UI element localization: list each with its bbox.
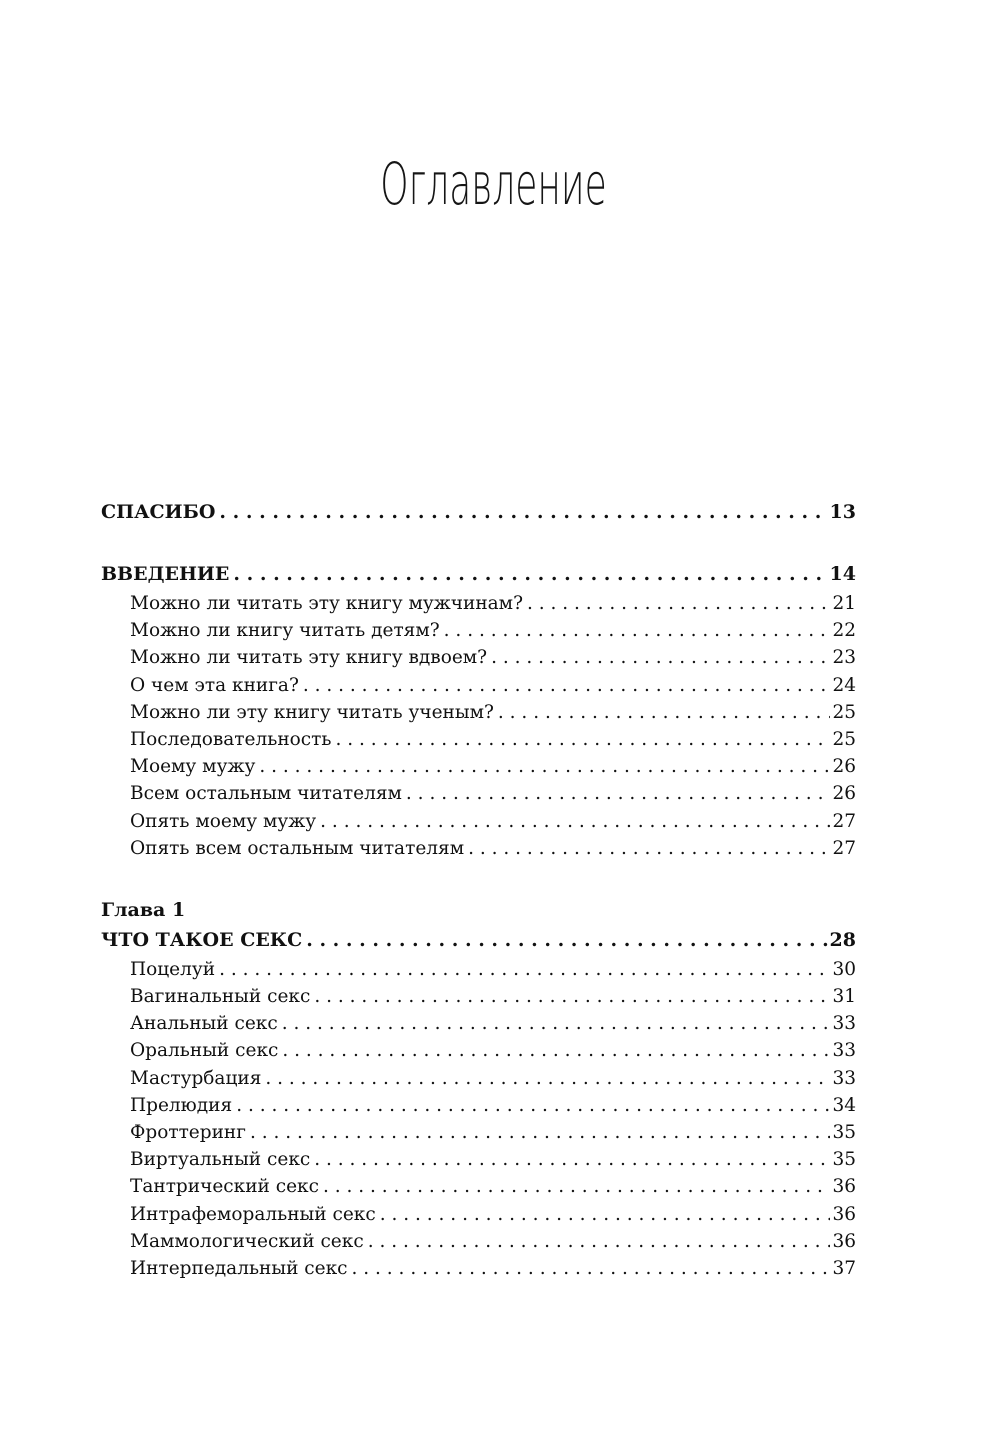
toc-subentry-label: Можно ли читать эту книгу вдвоем? (130, 644, 491, 671)
toc-subentry-page: 26 (832, 756, 856, 778)
toc-subentry-page: 36 (832, 1176, 856, 1198)
toc-subentry[interactable] (101, 1201, 856, 1228)
intro-subentries (101, 590, 856, 862)
toc-subentry[interactable] (101, 590, 856, 617)
toc-subentry-page: 25 (832, 728, 856, 750)
toc-subentry-label: Виртуальный секс (130, 1146, 314, 1173)
leader-dots (527, 590, 830, 617)
leader-dots (236, 1092, 830, 1119)
toc-subentry-label: Маммологический секс (130, 1228, 368, 1255)
leader-dots (314, 1146, 830, 1173)
toc-subentry-page: 21 (832, 593, 856, 614)
toc-subentry-label: О чем эта книга? (130, 672, 303, 699)
toc-subentry-label: Можно ли эту книгу читать ученым? (130, 699, 498, 726)
toc-subentry-label: Мастурбация (130, 1065, 265, 1092)
toc-subentry[interactable] (101, 1010, 856, 1037)
toc-subentry[interactable] (101, 617, 856, 644)
toc-entry-label: ВВЕДЕНИЕ (101, 558, 233, 590)
toc-subentry-label: Опять всем остальным читателям (130, 835, 468, 862)
toc-subentry-label: Интрафеморальный секс (130, 1201, 380, 1228)
toc-subentry[interactable] (101, 1065, 856, 1092)
toc-subentry[interactable] (101, 1037, 856, 1064)
toc-subentry-page: 30 (832, 958, 856, 980)
toc-subentry-label: Опять моему мужу (130, 808, 320, 835)
leader-dots (282, 1037, 830, 1064)
toc-subentry-page: 31 (832, 986, 856, 1008)
toc-subentry[interactable] (101, 699, 856, 726)
toc-subentry-page: 36 (832, 1230, 856, 1252)
toc-subentry[interactable] (101, 1228, 856, 1255)
chapter-1-subentries (101, 956, 856, 1282)
toc-subentry-page: 22 (832, 620, 856, 642)
toc-subentry[interactable] (101, 1173, 856, 1200)
toc-subentry-label: Поцелуй (130, 956, 219, 983)
toc-subentry[interactable] (101, 1255, 856, 1282)
toc-subentry-label: Можно ли книгу читать детям? (130, 617, 444, 644)
toc-subentry-label: Можно ли читать эту книгу мужчинам? (130, 590, 527, 617)
leader-dots (219, 956, 830, 983)
leader-dots (265, 1065, 830, 1092)
toc-subentry[interactable] (101, 1092, 856, 1119)
toc-subentry-label: Оральный секс (130, 1037, 282, 1064)
toc-subentry-label: Вагинальный секс (130, 983, 314, 1010)
leader-dots (323, 1173, 830, 1200)
toc-subentry-page: 37 (832, 1257, 856, 1279)
toc-entry-label: ЧТО ТАКОЕ СЕКС (101, 924, 306, 956)
leader-dots (491, 644, 830, 671)
toc-subentry[interactable] (101, 956, 856, 983)
leader-dots (250, 1119, 831, 1146)
toc-subentry-label: Тантрический секс (130, 1173, 323, 1200)
leader-dots (303, 672, 831, 699)
leader-dots (335, 726, 830, 753)
leader-dots (352, 1255, 831, 1282)
toc-subentry-page: 27 (832, 810, 856, 832)
toc-subentry-page: 33 (832, 1040, 856, 1062)
leader-dots (259, 753, 830, 780)
leader-dots (380, 1201, 831, 1228)
table-of-contents (101, 496, 856, 1282)
toc-subentry-page: 33 (832, 1067, 856, 1089)
chapter-number: Глава 1 (101, 898, 186, 921)
toc-subentry[interactable] (101, 726, 856, 753)
toc-entry-page: 14 (829, 563, 856, 585)
toc-subentry-label: Моему мужу (130, 753, 259, 780)
toc-subentry-label: Фроттеринг (130, 1119, 250, 1146)
toc-subentry-label: Прелюдия (130, 1092, 236, 1119)
leader-dots (282, 1010, 831, 1037)
toc-subentry-page: 27 (832, 837, 856, 859)
leader-dots (314, 983, 830, 1010)
toc-subentry-page: 25 (832, 701, 856, 723)
toc-subentry[interactable] (101, 808, 856, 835)
toc-entry-thanks[interactable] (101, 496, 856, 528)
toc-subentry-page: 35 (832, 1122, 856, 1143)
toc-subentry[interactable] (101, 1119, 856, 1146)
toc-entry-intro[interactable] (101, 558, 856, 590)
leader-dots (320, 808, 830, 835)
toc-subentry[interactable] (101, 644, 856, 671)
toc-subentry[interactable] (101, 983, 856, 1010)
toc-subentry-page: 33 (832, 1013, 856, 1035)
leader-dots (468, 835, 830, 862)
toc-subentry-label: Анальный секс (130, 1010, 282, 1037)
spacer (101, 528, 856, 558)
toc-subentry-label: Интерпедальный секс (130, 1255, 352, 1282)
toc-subentry-page: 23 (832, 647, 856, 669)
leader-dots (406, 780, 831, 807)
leader-dots (233, 558, 827, 590)
leader-dots (306, 924, 827, 956)
leader-dots (444, 617, 831, 644)
toc-subentry-page: 36 (832, 1203, 856, 1225)
toc-subentry[interactable] (101, 672, 856, 699)
toc-subentry[interactable] (101, 780, 856, 807)
leader-dots (368, 1228, 831, 1255)
toc-entry-page: 13 (829, 501, 856, 523)
toc-subentry-page: 35 (832, 1149, 856, 1171)
toc-subentry-label: Последовательность (130, 726, 335, 753)
toc-subentry[interactable] (101, 1146, 856, 1173)
toc-subentry-page: 24 (832, 674, 856, 696)
toc-entry-page: 28 (829, 928, 856, 951)
toc-entry-chapter-1[interactable] (101, 924, 856, 956)
toc-subentry-page: 26 (832, 783, 856, 805)
toc-subentry[interactable] (101, 753, 856, 780)
spacer (101, 862, 856, 896)
toc-entry-label: СПАСИБО (101, 496, 219, 528)
page-title: Оглавление (380, 150, 607, 218)
toc-subentry[interactable] (101, 835, 856, 862)
toc-subentry-page: 34 (832, 1094, 856, 1116)
toc-subentry-label: Всем остальным читателям (130, 780, 406, 807)
leader-dots (219, 496, 827, 528)
leader-dots (498, 699, 831, 726)
